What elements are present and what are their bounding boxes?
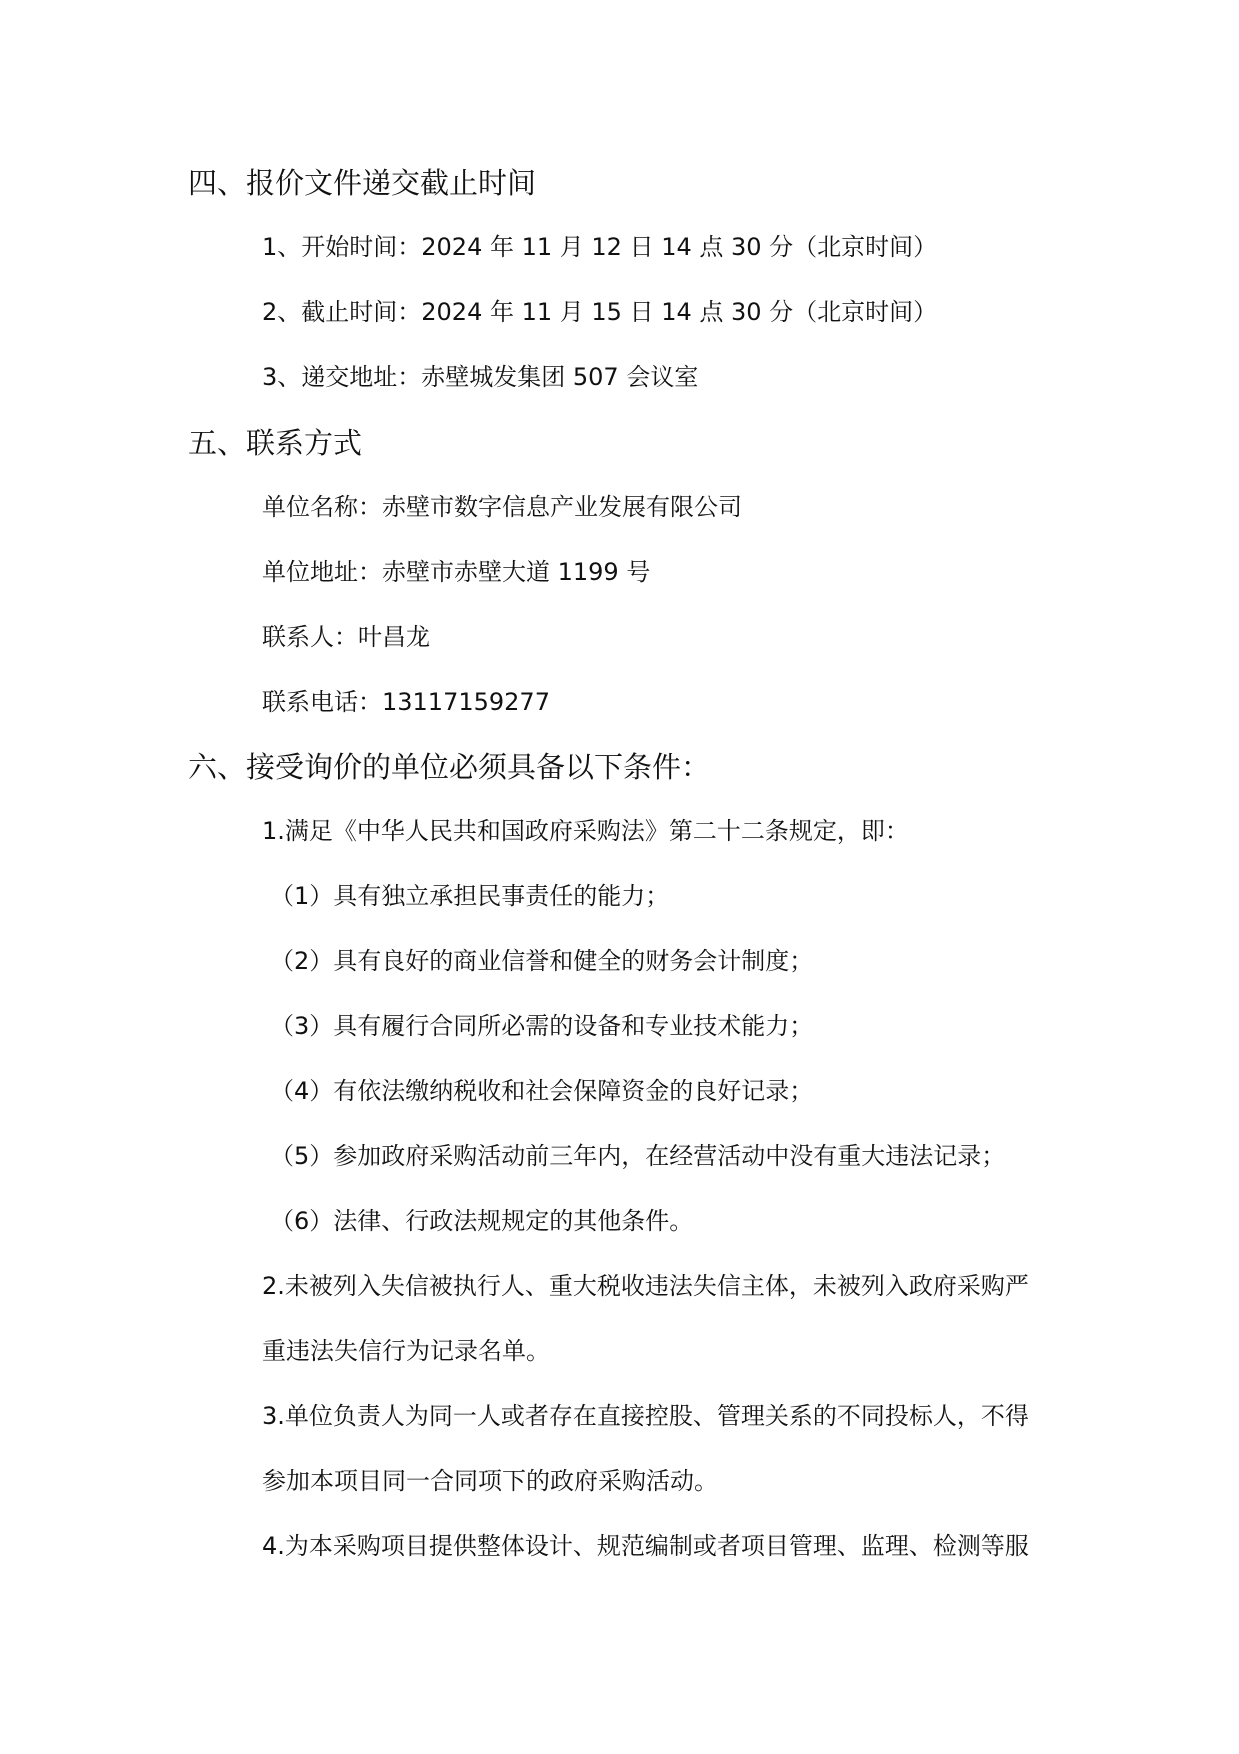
requirement-2-line-2: 重违法失信行为记录名单。 [262,1337,550,1365]
section-4-heading: 四、报价文件递交截止时间 [188,166,537,200]
submission-address: 3、递交地址：赤壁城发集团 507 会议室 [262,363,699,391]
condition-4: （4）有依法缴纳税收和社会保障资金的良好记录； [270,1077,814,1105]
requirement-1: 1.满足《中华人民共和国政府采购法》第二十二条规定，即： [262,817,909,845]
submission-start-time: 1、开始时间：2024 年 11 月 12 日 14 点 30 分（北京时间） [262,233,938,261]
requirement-4-line-1: 4.为本采购项目提供整体设计、规范编制或者项目管理、监理、检测等服 [262,1532,1029,1560]
condition-3: （3）具有履行合同所必需的设备和专业技术能力； [270,1012,814,1040]
condition-1: （1）具有独立承担民事责任的能力； [270,882,670,910]
condition-6: （6）法律、行政法规规定的其他条件。 [270,1207,694,1235]
section-5-heading: 五、联系方式 [188,426,363,460]
unit-name: 单位名称：赤壁市数字信息产业发展有限公司 [262,493,742,521]
contact-person: 联系人：叶昌龙 [262,623,430,651]
condition-5: （5）参加政府采购活动前三年内，在经营活动中没有重大违法记录； [270,1142,1006,1170]
requirement-3-line-1: 3.单位负责人为同一人或者存在直接控股、管理关系的不同投标人，不得 [262,1402,1029,1430]
requirement-3-line-2: 参加本项目同一合同项下的政府采购活动。 [262,1467,718,1495]
section-6-heading: 六、接受询价的单位必须具备以下条件： [188,750,711,784]
submission-deadline: 2、截止时间：2024 年 11 月 15 日 14 点 30 分（北京时间） [262,298,938,326]
unit-address: 单位地址：赤壁市赤壁大道 1199 号 [262,558,651,586]
requirement-2-line-1: 2.未被列入失信被执行人、重大税收违法失信主体，未被列入政府采购严 [262,1272,1029,1300]
contact-phone: 联系电话：13117159277 [262,688,550,716]
condition-2: （2）具有良好的商业信誉和健全的财务会计制度； [270,947,814,975]
